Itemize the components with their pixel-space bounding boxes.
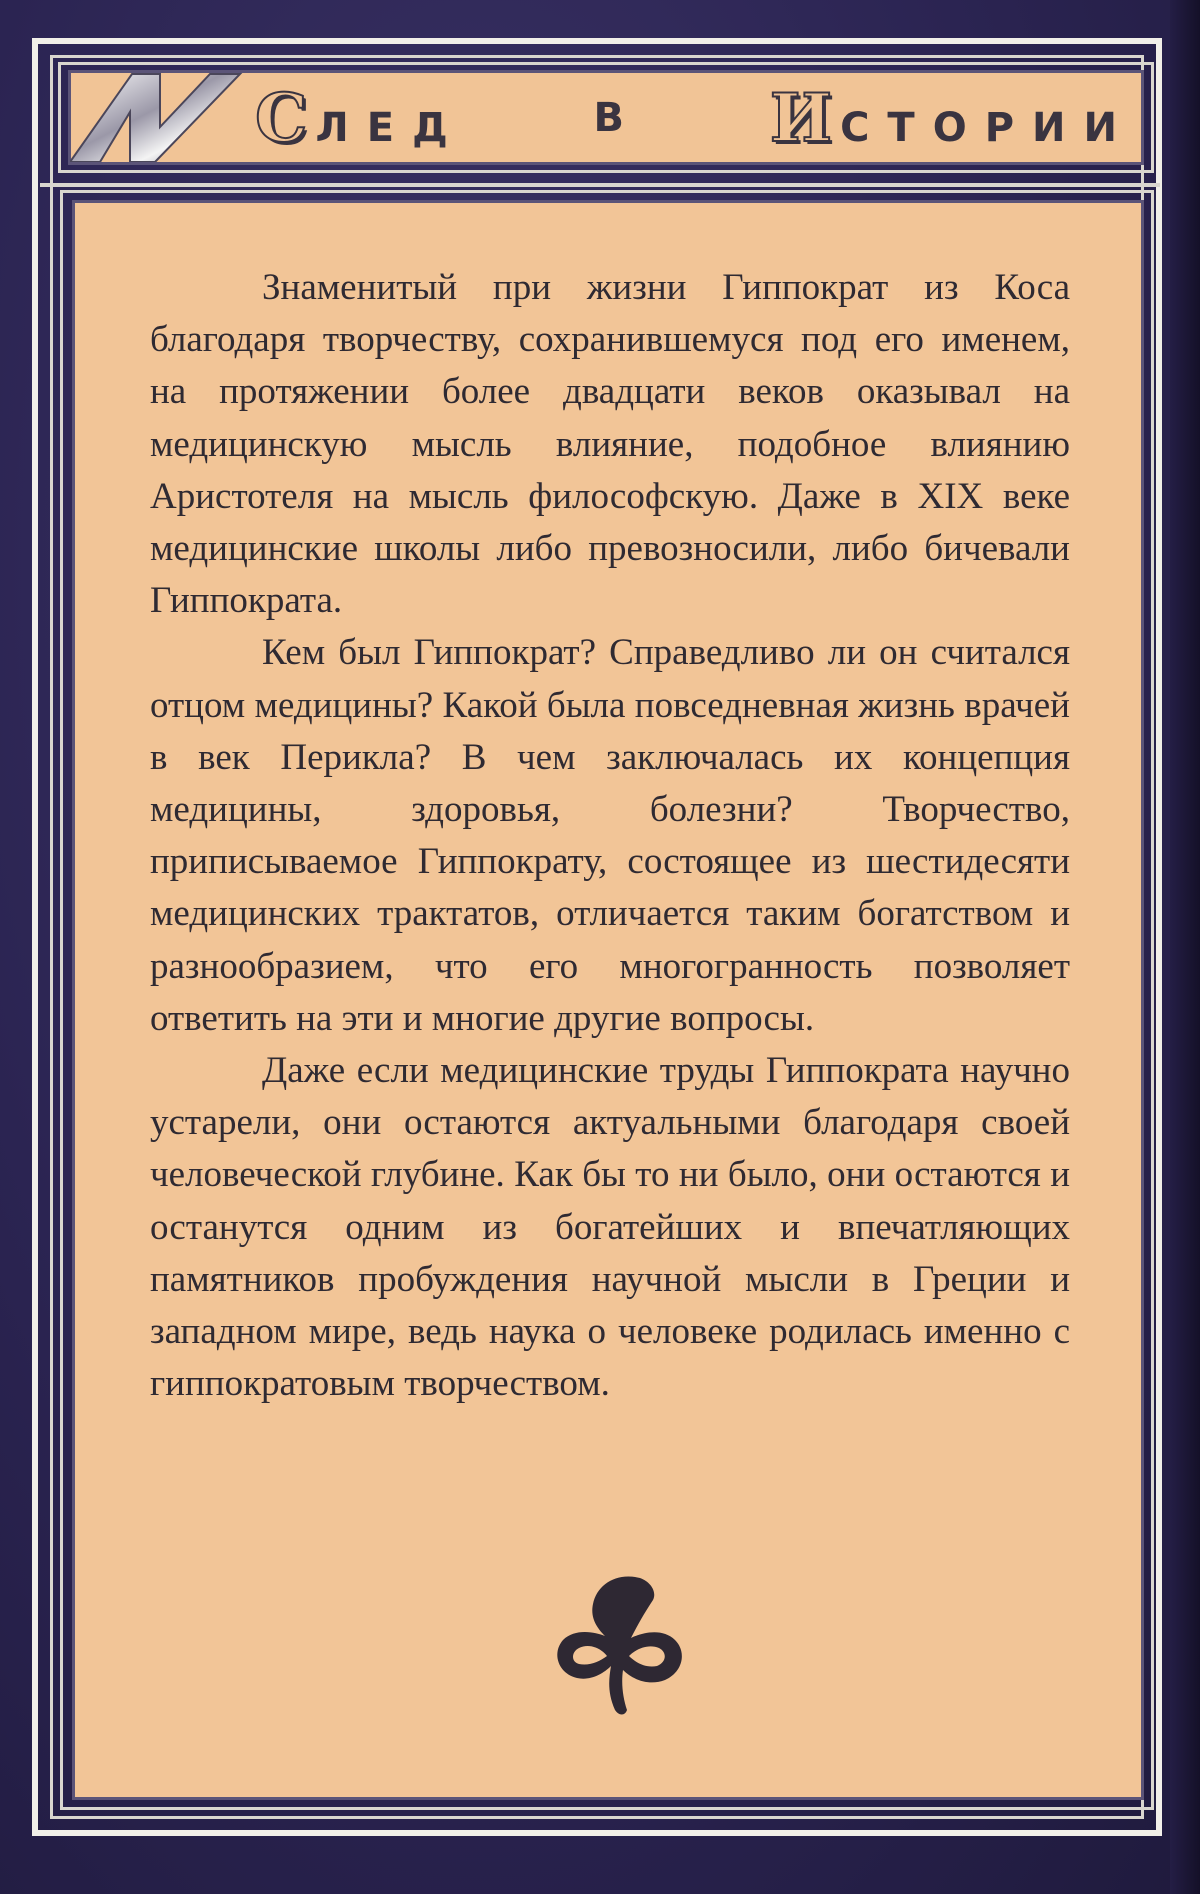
title-separator bbox=[40, 183, 1160, 187]
paragraph-3: Даже если медицинские труды Гиппократа научно устарели, они остаются актуальными благодаря своей человеческой глубине. Как бы то ни было, они остаются и останутся одним из богатейших и впечатляющих памятников пробуждения научной мысли в Греции и западном мире, ведь наука о человеке родилась именно с гиппократовым творчеством. bbox=[150, 1050, 1070, 1405]
title-word-2: В bbox=[593, 95, 642, 141]
title-initial-i: И bbox=[769, 79, 833, 157]
n-emblem-icon bbox=[70, 72, 250, 162]
title-word-3-rest: СТОРИИ bbox=[840, 105, 1135, 151]
title-word-1-rest: ЛЕД bbox=[315, 105, 466, 151]
phoenix-logo-icon bbox=[545, 1570, 690, 1720]
paragraph-1: Знаменитый при жизни Гиппократ из Коса благодаря творчеству, сохранившемуся под его именем, на протяжении более двадцати веков оказывал на медицинскую мысль влияние, подобное влиянию Аристотеля на мысль философскую. Даже в XIX веке медицинские школы либо превозносили, либо бичевали Гиппократа. bbox=[150, 267, 1070, 622]
paragraph-2: Кем был Гиппократ? Справедливо ли он считался отцом медицины? Какой была повседневная жизнь врачей в век Перикла? В чем заключалась их концепция медицины, здоровья, болезни? Творчество, приписываемое Гиппократу, состоящее из шестидесяти медицинских трактатов, отличается таким богатством и разнообразием, что его многогранность позволяет ответить на эти и многие другие вопросы. bbox=[150, 632, 1070, 1039]
title-word-3 bbox=[770, 79, 1135, 157]
annotation-text bbox=[150, 262, 1070, 1410]
title-word-1 bbox=[255, 79, 466, 157]
title-initial-s: С bbox=[255, 79, 308, 157]
spine-edge bbox=[1170, 0, 1200, 1894]
series-title bbox=[255, 78, 1135, 158]
